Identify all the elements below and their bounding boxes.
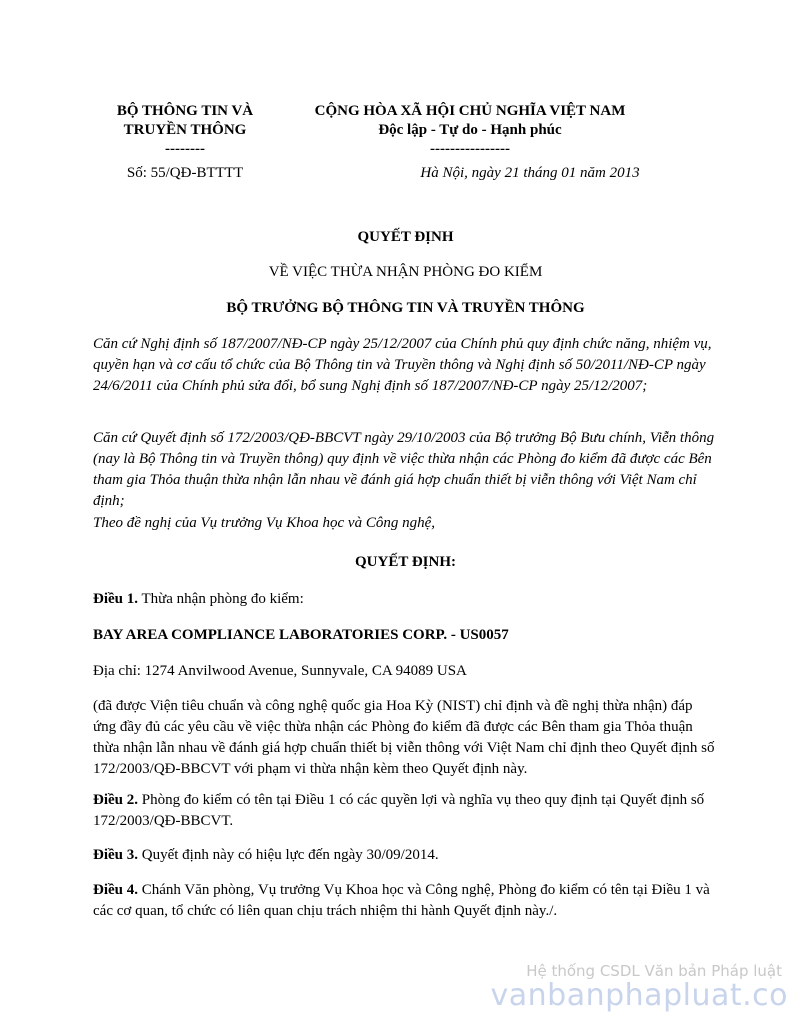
article-4-text: Chánh Văn phòng, Vụ trưởng Vụ Khoa học và Công nghệ, Phòng đo kiểm có tên tại Điều 1 và các cơ quan, tổ chức có liên quan chịu trách nhiệm thi hành Quyết định này./. <box>93 882 710 919</box>
doc-type-title: QUYẾT ĐỊNH <box>357 229 454 245</box>
nation-separator: ---------------- <box>430 141 510 157</box>
article-3 <box>93 845 718 866</box>
article-4-label: Điều 4. <box>93 882 138 898</box>
nation-name: CỘNG HÒA XÃ HỘI CHỦ NGHĨA VIỆT NAM <box>314 103 626 119</box>
article-1-label: Điều 1. <box>93 591 138 607</box>
watermark-caption: Hệ thống CSDL Văn bản Pháp luật <box>526 962 782 980</box>
watermark-site: vanbanphapluat.co <box>490 978 788 1013</box>
document-number: Số: 55/QĐ-BTTTT <box>126 165 244 181</box>
agency-block <box>100 102 270 159</box>
decision-heading: QUYẾT ĐỊNH: <box>355 554 456 570</box>
article-2-text: Phòng đo kiểm có tên tại Điều 1 có các quyền lợi và nghĩa vụ theo quy định tại Quyết định số 172/2003/QĐ-BBCVT. <box>93 792 705 829</box>
article-1-text: Thừa nhận phòng đo kiểm: <box>138 591 304 607</box>
legal-basis-2: Căn cứ Quyết định số 172/2003/QĐ-BBCVT ngày 29/10/2003 của Bộ trưởng Bộ Bưu chính, Viễn thông (nay là Bộ Thông tin và Truyền thông) quy định về việc thừa nhận các Phòng đo kiểm đã được các Bên tham gia Thỏa thuận thừa nhận lẫn nhau về đánh giá hợp chuẩn thiết bị viễn thông với Việt Nam chỉ định; <box>93 430 715 509</box>
lab-name: BAY AREA COMPLIANCE LABORATORIES CORP. - US0057 <box>93 627 509 643</box>
agency-name-line2: TRUYỀN THÔNG <box>123 122 247 138</box>
lab-address: Địa chỉ: 1274 Anvilwood Avenue, Sunnyvale, CA 94089 USA <box>93 663 467 679</box>
agency-separator: -------- <box>165 141 205 157</box>
doc-subject: VỀ VIỆC THỪA NHẬN PHÒNG ĐO KIỂM <box>268 264 543 280</box>
agency-name-line1: BỘ THÔNG TIN VÀ <box>116 103 254 119</box>
article-4 <box>93 880 718 922</box>
article-1-detail: (đã được Viện tiêu chuẩn và công nghệ quốc gia Hoa Kỳ (NIST) chỉ định và đề nghị thừa nhận) đáp ứng đầy đủ các yêu cầu về việc thừa nhận các Phòng đo kiểm đã được các Bên tham gia Thỏa thuận thừa nhận lẫn nhau về đánh giá hợp chuẩn thiết bị viễn thông với Việt Nam chỉ định theo Quyết định số 172/2003/QĐ-BBCVT với phạm vi thừa nhận kèm theo Quyết định này. <box>93 698 715 777</box>
article-2 <box>93 790 718 832</box>
legal-basis-1: Căn cứ Nghị định số 187/2007/NĐ-CP ngày 25/12/2007 của Chính phủ quy định chức năng, nhiệm vụ, quyền hạn và cơ cấu tổ chức của Bộ Thông tin và Truyền thông và Nghị định số 50/2011/NĐ-CP ngày 24/6/2011 của Chính phủ sửa đổi, bổ sung Nghị định số 187/2007/NĐ-CP ngày 25/12/2007; <box>93 336 712 394</box>
nation-motto: Độc lập - Tự do - Hạnh phúc <box>378 122 562 138</box>
article-3-text: Quyết định này có hiệu lực đến ngày 30/09/2014. <box>138 847 439 863</box>
proposal-line: Theo đề nghị của Vụ trưởng Vụ Khoa học và Công nghệ, <box>93 515 435 531</box>
place-date: Hà Nội, ngày 21 tháng 01 năm 2013 <box>420 165 640 181</box>
nation-block <box>290 102 650 159</box>
issuing-authority: BỘ TRƯỞNG BỘ THÔNG TIN VÀ TRUYỀN THÔNG <box>226 300 585 316</box>
article-3-label: Điều 3. <box>93 847 138 863</box>
article-2-label: Điều 2. <box>93 792 138 808</box>
article-1 <box>93 589 718 610</box>
